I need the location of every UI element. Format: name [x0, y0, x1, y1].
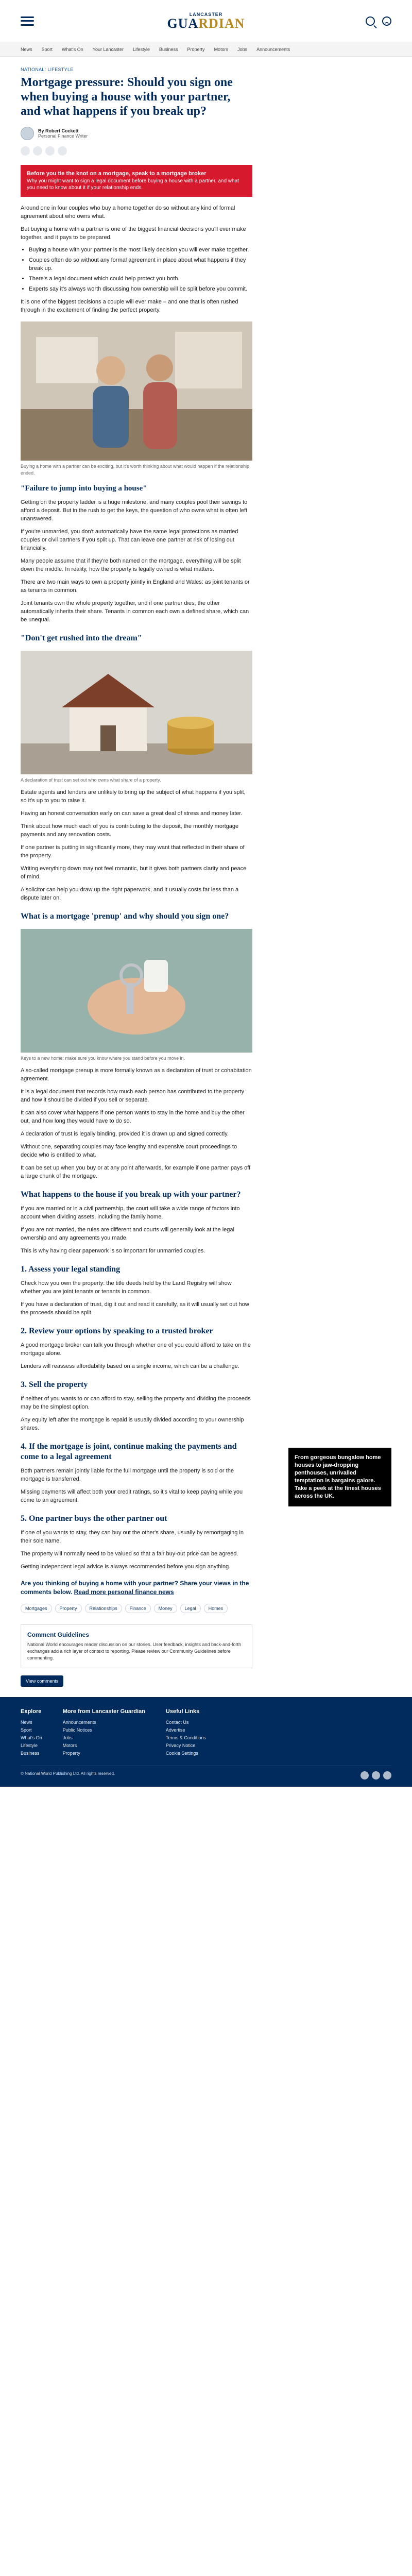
couple-illustration — [21, 321, 252, 461]
subsection-heading: 1. Assess your legal standing — [21, 1264, 121, 1274]
house-coins-illustration — [21, 651, 252, 774]
instagram-icon[interactable] — [383, 1771, 391, 1780]
nav-item[interactable]: News — [21, 46, 32, 52]
footer-link[interactable]: Advertise — [165, 1727, 185, 1733]
footer-link[interactable]: Lifestyle — [21, 1742, 38, 1748]
lead-paragraph: But buying a home with a partner is one of the biggest financial decisions you'll ever make together, and it pays to be prepared. — [21, 226, 246, 241]
paragraph: Writing everything down may not feel romantic, but it gives both partners clarity and peace of mind. — [21, 865, 247, 880]
user-icon[interactable] — [382, 16, 391, 26]
subsection-heading: 4. If the mortgage is joint, continue making the payments and come to a legal agreement — [21, 1442, 237, 1461]
subsection-5 — [21, 1529, 252, 1571]
paragraph: If one partner is putting in significantly more, they may want that reflected in their share of the property. — [21, 844, 245, 859]
section-3 — [21, 1066, 252, 1180]
subsection-heading: 3. Sell the property — [21, 1380, 88, 1389]
logo-part-2: RDIAN — [198, 15, 245, 31]
paragraph: If you are not married, the rules are different and courts will generally look at the legal ownership and any agreements you made. — [21, 1226, 234, 1241]
footer-link[interactable]: Motors — [62, 1742, 77, 1748]
footer-column-title: Explore — [21, 1708, 42, 1715]
paragraph: Many people assume that if they're both named on the mortgage, everything will be split down the middle. In reality, how the property is legally owned is what matters. — [21, 557, 241, 572]
promo-box[interactable] — [21, 165, 252, 197]
footer-column-title: Useful Links — [165, 1708, 200, 1715]
subsection-heading: 5. One partner buys the other partner out — [21, 1514, 167, 1523]
paragraph: If you're unmarried, you don't automatically have the same legal protections as married couples or civil partners if you split up. That can leave one partner at risk of losing out financially. — [21, 528, 238, 551]
paragraph: Both partners remain jointly liable for the full mortgage until the property is sold or the mortgage is transferred. — [21, 1467, 234, 1482]
subsection-4 — [21, 1467, 252, 1504]
footer-column — [21, 1708, 42, 1757]
photo-caption: Buying a home with a partner can be exciting, but it's worth thinking about what would happen if the relationship ended. — [21, 463, 249, 476]
paragraph: Without one, separating couples may face lengthy and expensive court proceedings to decide who is entitled to what. — [21, 1143, 237, 1158]
paragraph: The property will normally need to be valued so that a fair buy-out price can be agreed. — [21, 1550, 238, 1557]
keys-illustration — [21, 929, 252, 1053]
header-icons — [366, 16, 391, 26]
site-logo[interactable] — [167, 12, 245, 30]
comment-guidelines — [21, 1624, 252, 1668]
article-lead — [21, 204, 252, 314]
tag[interactable]: Property — [55, 1604, 82, 1613]
footer-link[interactable]: Privacy Notice — [165, 1742, 196, 1748]
paragraph: Joint tenants own the whole property together, and if one partner dies, the other automatically inherits their share. Tenants in common each own a defined share, which can be unequal. — [21, 600, 249, 623]
footer-link[interactable]: Sport — [21, 1727, 32, 1733]
copyright: © National World Publishing Ltd. All rights reserved. — [21, 1771, 115, 1776]
logo-big-text — [167, 17, 245, 30]
keys-photo — [21, 929, 252, 1053]
footer-bottom — [21, 1766, 391, 1780]
whatsapp-icon[interactable] — [45, 146, 55, 156]
facebook-icon[interactable] — [360, 1771, 369, 1780]
search-icon[interactable] — [366, 16, 375, 26]
subsection-heading: 2. Review your options by speaking to a trusted broker — [21, 1326, 213, 1335]
twitter-icon[interactable] — [372, 1771, 380, 1780]
paragraph: This is why having clear paperwork is so important for unmarried couples. — [21, 1247, 205, 1254]
logo-small-text: LANCASTER — [189, 11, 223, 17]
sidebar-advert[interactable]: From gorgeous bungalow home houses to jaw-dropping penthouses, unrivalled temptation is bargains galore. Take a peek at the finest houses across the UK. — [288, 1448, 391, 1506]
comment-guidelines-title: Comment Guidelines — [27, 1631, 90, 1638]
footer-column-title: More from Lancaster Guardian — [62, 1708, 145, 1715]
key-point: • Buying a house with your partner is the most likely decision you will ever make together. — [29, 246, 252, 254]
byline — [21, 127, 252, 140]
paragraph: Think about how much each of you is contributing to the deposit, the monthly mortgage payments and any renovation costs. — [21, 823, 239, 838]
nav-item[interactable]: Motors — [214, 46, 229, 52]
paragraph: It can also cover what happens if one person wants to stay in the home and buy the other out, and how long they would have to do so. — [21, 1109, 245, 1124]
section-heading: "Don't get rushed into the dream" — [21, 633, 142, 642]
callout — [21, 1579, 252, 1597]
paragraph: Estate agents and lenders are unlikely to bring up the subject of what happens if you split, so it's up to you to raise it. — [21, 789, 246, 804]
footer-link[interactable]: Cookie Settings — [165, 1750, 198, 1756]
key-points-list — [29, 246, 252, 293]
tag[interactable]: Money — [154, 1604, 177, 1613]
section-4 — [21, 1205, 252, 1255]
article-category[interactable]: NATIONAL: LIFESTYLE — [21, 67, 74, 72]
paragraph: Getting on the property ladder is a huge milestone, and many couples pool their savings to afford a deposit. But in the rush to get the keys, the question of who owns what is often left unanswered. — [21, 499, 248, 522]
lead-paragraph: Around one in four couples who buy a home together do so without any kind of formal agreement about who owns what. — [21, 205, 235, 219]
site-header — [0, 0, 412, 42]
paragraph: If you are married or in a civil partnership, the court will take a wide range of factors into account when dividing assets, including the family home. — [21, 1205, 240, 1220]
section-2 — [21, 788, 252, 902]
view-comments-button[interactable]: View comments — [21, 1675, 63, 1687]
paragraph: Any equity left after the mortgage is repaid is usually divided according to your ownership shares. — [21, 1416, 244, 1431]
section-heading: What happens to the house if you break up with your partner? — [21, 1190, 241, 1199]
section-heading: What is a mortgage 'prenup' and why should you sign one? — [21, 911, 229, 921]
paragraph: Getting independent legal advice is always recommended before you sign anything. — [21, 1563, 231, 1570]
footer-column — [63, 1708, 145, 1757]
footer-link[interactable]: Contact Us — [165, 1719, 189, 1725]
key-point: • Experts say it's always worth discussing how ownership will be split before you commit. — [29, 285, 252, 293]
article — [21, 67, 252, 1687]
tag[interactable]: Finance — [125, 1604, 151, 1613]
nav-item[interactable]: Property — [187, 46, 205, 52]
subsection-1 — [21, 1279, 252, 1317]
paragraph: A so-called mortgage prenup is more formally known as a declaration of trust or cohabitation agreement. — [21, 1067, 252, 1082]
footer-link[interactable]: Public Notices — [62, 1727, 92, 1733]
callout-text: Are you thinking of buying a home with your partner? Share your views in the comments below. — [21, 1579, 249, 1596]
pull-quote: "Failure to jump into buying a house" — [21, 484, 147, 493]
subsection-2 — [21, 1341, 252, 1370]
menu-icon[interactable] — [21, 16, 34, 26]
footer-column — [166, 1708, 206, 1757]
nav-item[interactable]: Jobs — [237, 46, 248, 52]
paragraph: Check how you own the property: the title deeds held by the Land Registry will show whether you are joint tenants or tenants in common. — [21, 1280, 232, 1295]
tag-row — [21, 1604, 252, 1613]
nav-item[interactable]: Sport — [41, 46, 53, 52]
paragraph: It is a legal document that records how much each person has contributed to the property and how it should be divided if you sell or separate. — [21, 1088, 245, 1103]
tag[interactable]: Homes — [204, 1604, 228, 1613]
photo-caption: Keys to a new home: make sure you know where you stand before you move in. — [21, 1055, 185, 1061]
nav-item[interactable]: Your Lancaster — [92, 46, 124, 52]
footer-link[interactable]: Business — [21, 1750, 40, 1756]
footer-link[interactable]: Property — [62, 1750, 80, 1756]
key-point: • There's a legal document which could help protect you both. — [29, 275, 252, 283]
tag[interactable]: Relationships — [85, 1604, 122, 1613]
paragraph: There are two main ways to own a property jointly in England and Wales: as joint tenants or as tenants in common. — [21, 579, 250, 594]
footer-columns — [21, 1708, 391, 1757]
couple-photo — [21, 321, 252, 461]
article-title: Mortgage pressure: Should you sign one when buying a house with your partner, and what happens if you break up? — [21, 76, 233, 118]
email-icon[interactable] — [58, 146, 67, 156]
footer-link[interactable]: Announcements — [62, 1719, 96, 1725]
social-links — [360, 1771, 391, 1780]
footer-link[interactable]: Terms & Conditions — [165, 1735, 206, 1740]
page-container — [0, 67, 412, 1687]
intro-paragraph: It is one of the biggest decisions a couple will ever make – and one that is often rushed through in the excitement of finding the perfect property. — [21, 298, 238, 313]
comment-guidelines-text: National World encourages reader discussion on our stories. User feedback, insights and back-and-forth exchanges add a rich layer of context to reporting. Please review our Community Guidelines before commenting. — [27, 1641, 242, 1660]
site-footer — [0, 1697, 412, 1787]
footer-link[interactable]: Jobs — [62, 1735, 73, 1740]
footer-link[interactable]: What's On — [21, 1735, 42, 1740]
paragraph: If neither of you wants to or can afford to stay, selling the property and dividing the proceeds may be the simplest option. — [21, 1395, 251, 1410]
house-coins-photo — [21, 651, 252, 774]
paragraph: A solicitor can help you draw up the right paperwork, and it usually costs far less than a dispute later on. — [21, 886, 239, 901]
nav-item[interactable]: Lifestyle — [132, 46, 150, 52]
nav-item[interactable]: Business — [159, 46, 178, 52]
facebook-icon[interactable] — [21, 146, 30, 156]
paragraph: If you have a declaration of trust, dig it out and read it carefully, as it will usually set out how the proceeds should be split. — [21, 1301, 249, 1316]
promo-headline: Before you tie the knot on a mortgage, speak to a mortgage broker — [27, 171, 207, 177]
paragraph: Lenders will reassess affordability based on a single income, which can be a challenge. — [21, 1363, 239, 1369]
tag[interactable]: Legal — [180, 1604, 201, 1613]
author-name[interactable]: By Robert Cockett — [38, 128, 79, 133]
paragraph: A good mortgage broker can talk you through whether one of you could afford to take on the mortgage alone. — [21, 1342, 251, 1357]
footer-link[interactable]: News — [21, 1719, 32, 1725]
callout-link[interactable]: Read more personal finance news — [74, 1588, 174, 1596]
author-role: Personal Finance Writer — [38, 133, 88, 139]
paragraph: It can be set up when you buy or at any point afterwards, for example if one partner pays off a large chunk of the mortgage. — [21, 1164, 251, 1179]
share-row — [21, 146, 252, 156]
paragraph: Having an honest conversation early on can save a great deal of stress and money later. — [21, 810, 243, 817]
nav-item[interactable]: What's On — [62, 46, 83, 52]
section-1 — [21, 498, 252, 624]
promo-text: Why you might want to sign a legal document before buying a house with a partner, and what you need to know about it if your relationship ends. — [27, 178, 239, 191]
key-point: • Couples often do so without any formal agreement in place about what happens if they break up. — [29, 256, 252, 273]
paragraph: A declaration of trust is legally binding, provided it is drawn up and signed correctly. — [21, 1130, 229, 1137]
subsection-3 — [21, 1395, 252, 1432]
author-avatar — [21, 127, 34, 140]
photo-caption: A declaration of trust can set out who owns what share of a property. — [21, 777, 161, 783]
main-nav — [0, 42, 412, 57]
paragraph: Missing payments will affect both your credit ratings, so it's vital to keep paying while you come to an agreement. — [21, 1488, 243, 1503]
logo-part-1: GUA — [167, 15, 199, 31]
nav-item[interactable]: Announcements — [256, 46, 290, 52]
tag[interactable]: Mortgages — [21, 1604, 52, 1613]
twitter-icon[interactable] — [33, 146, 42, 156]
sidebar — [288, 67, 391, 1506]
paragraph: If one of you wants to stay, they can buy out the other's share, usually by remortgaging in their sole name. — [21, 1529, 244, 1544]
